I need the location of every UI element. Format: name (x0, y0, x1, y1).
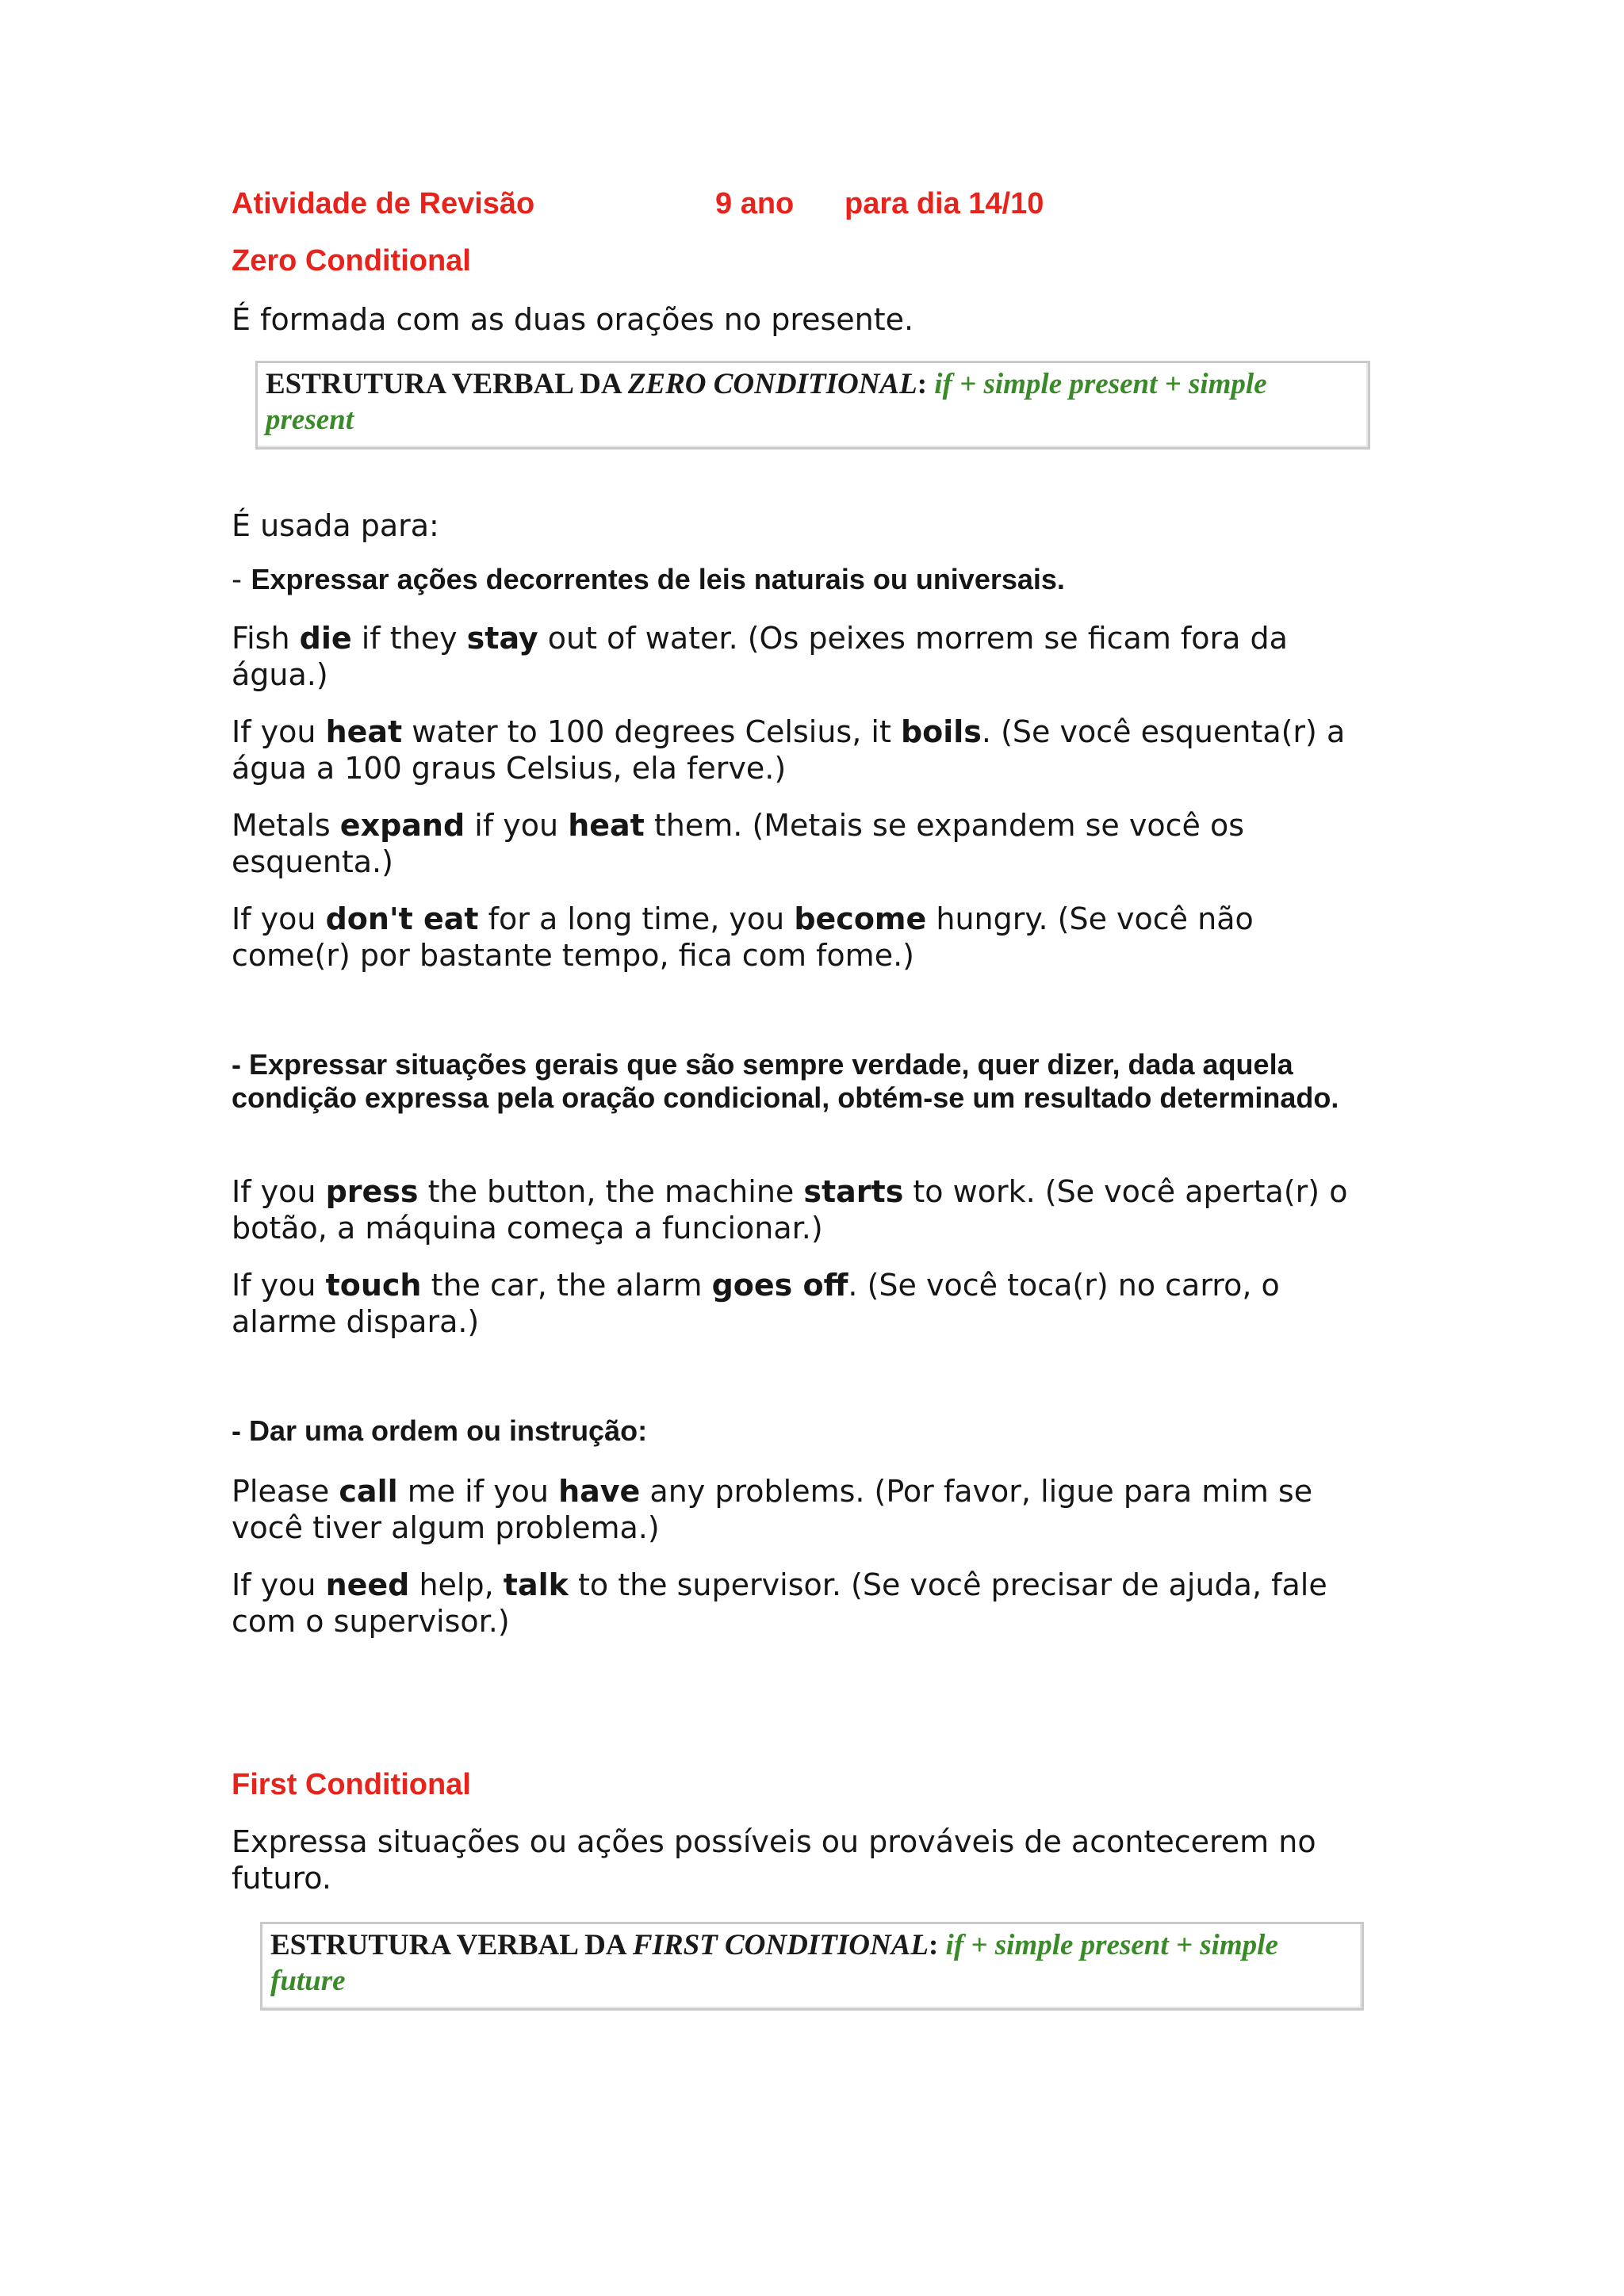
example-fish: Fish die if they stay out of water. (Os peixes morrem se ficam fora da água.) (232, 621, 1288, 692)
first-conditional-title: First Conditional (232, 1768, 471, 1801)
structure-formula: if + simple present + simple future (270, 1929, 1278, 1997)
example-metals: Metals expand if you heat them. (Metais se expandem se você os esquenta.) (232, 808, 1244, 879)
first-intro: Expressa situações ou ações possíveis ou prováveis de acontecerem no futuro. (232, 1824, 1316, 1896)
structure-label: ESTRUTURA VERBAL DA (270, 1929, 633, 1961)
example-supervisor: If you need help, talk to the supervisor. (Se você precisar de ajuda, fale com o supervisor.) (232, 1567, 1327, 1639)
first-structure-box (260, 1922, 1364, 2011)
example-call: Please call me if you have any problems. (Por favor, ligue para mim se você tiver algum problema.) (232, 1474, 1313, 1545)
use1-text: Expressar ações decorrentes de leis naturais ou universais. (251, 563, 1065, 595)
due-date: para dia 14/10 (845, 187, 1044, 220)
zero-conditional-title: Zero Conditional (232, 244, 471, 277)
structure-name: FIRST CONDITIONAL (632, 1929, 929, 1961)
structure-name: ZERO CONDITIONAL (627, 368, 917, 400)
usage-label: É usada para: (232, 508, 439, 543)
structure-formula: if + simple present + simple present (266, 368, 1267, 436)
use1-heading (232, 563, 1373, 597)
zero-structure-box (255, 361, 1370, 450)
example-hungry: If you don't eat for a long time, you become hungry. (Se você não come(r) por bastante tempo, fica com fome.) (232, 901, 1254, 973)
zero-intro: É formada com as duas orações no presente. (232, 302, 914, 337)
example-heat-water: If you heat water to 100 degrees Celsius, it boils. (Se você esquenta(r) a água a 100 graus Celsius, ela ferve.) (232, 714, 1346, 786)
grade-label: 9 ano (715, 187, 795, 220)
example-button: If you press the button, the machine starts to work. (Se você aperta(r) o botão, a máquina começa a funcionar.) (232, 1174, 1348, 1246)
structure-label: ESTRUTURA VERBAL DA (266, 368, 628, 400)
example-alarm: If you touch the car, the alarm goes off. (Se você toca(r) no carro, o alarme dispara.) (232, 1268, 1280, 1339)
activity-title: Atividade de Revisão (232, 187, 535, 220)
use1-dash: - (232, 564, 251, 596)
structure-colon: : (917, 368, 928, 400)
structure-colon: : (928, 1929, 939, 1961)
use2-heading: - Expressar situações gerais que são sempre verdade, quer dizer, dada aquela condição expressa pela oração condicional, obtém-se um resultado determinado. (232, 1048, 1339, 1114)
use3-heading: - Dar uma ordem ou instrução: (232, 1414, 648, 1447)
